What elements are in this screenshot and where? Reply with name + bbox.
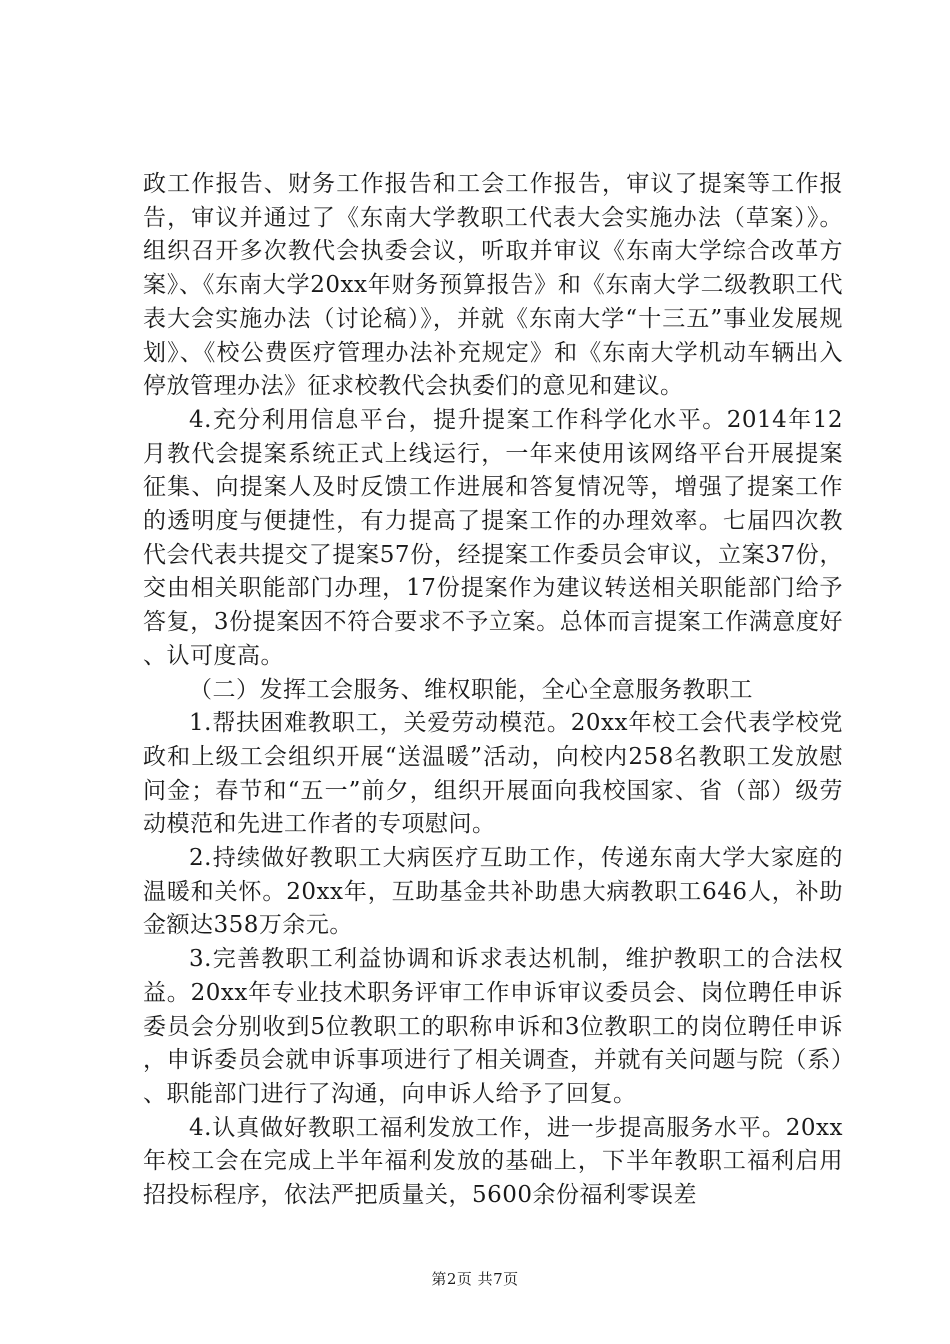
section-heading: （二）发挥工会服务、维权职能，全心全意服务教职工 bbox=[189, 676, 753, 703]
paragraph-6: 4.认真做好教职工福利发放工作，进一步提高服务水平。20xx年校工会在完成上半年福利发放的基础上，下半年教职工福利启用招投标程序，依法严把质量关，5600余份福利零误差 bbox=[143, 1114, 843, 1209]
paragraph-1: 政工作报告、财务工作报告和工会工作报告，审议了提案等工作报告，审议并通过了《东南大学教职工代表大会实施办法（草案）》。组织召开多次教代会执委会议，听取并审议《东南大学综合改革方案》、《东南大学20xx年财务预算报告》和《东南大学二级教职工代表大会实施办法（讨论稿）》，并就《东南大学“十三五”事业发展规划》、《校公费医疗管理办法补充规定》和《东南大学机动车辆出入停放管理办法》征求校教代会执委们的意见和建议。 bbox=[143, 171, 843, 400]
paragraph-4: 2.持续做好教职工大病医疗互助工作，传递东南大学大家庭的温暖和关怀。20xx年，互助基金共补助患大病教职工646人，补助金额达358万余元。 bbox=[143, 845, 843, 939]
page-number: 第2页 共7页 bbox=[431, 1270, 519, 1288]
body-text bbox=[143, 168, 843, 1213]
page-footer bbox=[0, 1268, 950, 1289]
paragraph-2: 4.充分利用信息平台，提升提案工作科学化水平。2014年12月教代会提案系统正式上线运行，一年来使用该网络平台开展提案征集、向提案人及时反馈工作进展和答复情况等，增强了提案工作的透明度与便捷性，有力提高了提案工作的办理效率。七届四次教代会代表共提交了提案57份，经提案工作委员会审议，立案37份，交由相关职能部门办理，17份提案作为建议转送相关职能部门给予答复，3份提案因不符合要求不予立案。总体而言提案工作满意度好、认可度高。 bbox=[143, 406, 843, 669]
paragraph-3: 1.帮扶困难教职工，关爱劳动模范。20xx年校工会代表学校党政和上级工会组织开展“送温暖”活动，向校内258名教职工发放慰问金；春节和“五一”前夕，组织开展面向我校国家、省（部）级劳动模范和先进工作者的专项慰问。 bbox=[143, 710, 843, 838]
paragraph-5: 3.完善教职工利益协调和诉求表达机制，维护教职工的合法权益。20xx年专业技术职务评审工作申诉审议委员会、岗位聘任申诉委员会分别收到5位教职工的职称申诉和3位教职工的岗位聘任申诉，申诉委员会就申诉事项进行了相关调查，并就有关问题与院（系）、职能部门进行了沟通，向申诉人给予了回复。 bbox=[143, 946, 843, 1107]
